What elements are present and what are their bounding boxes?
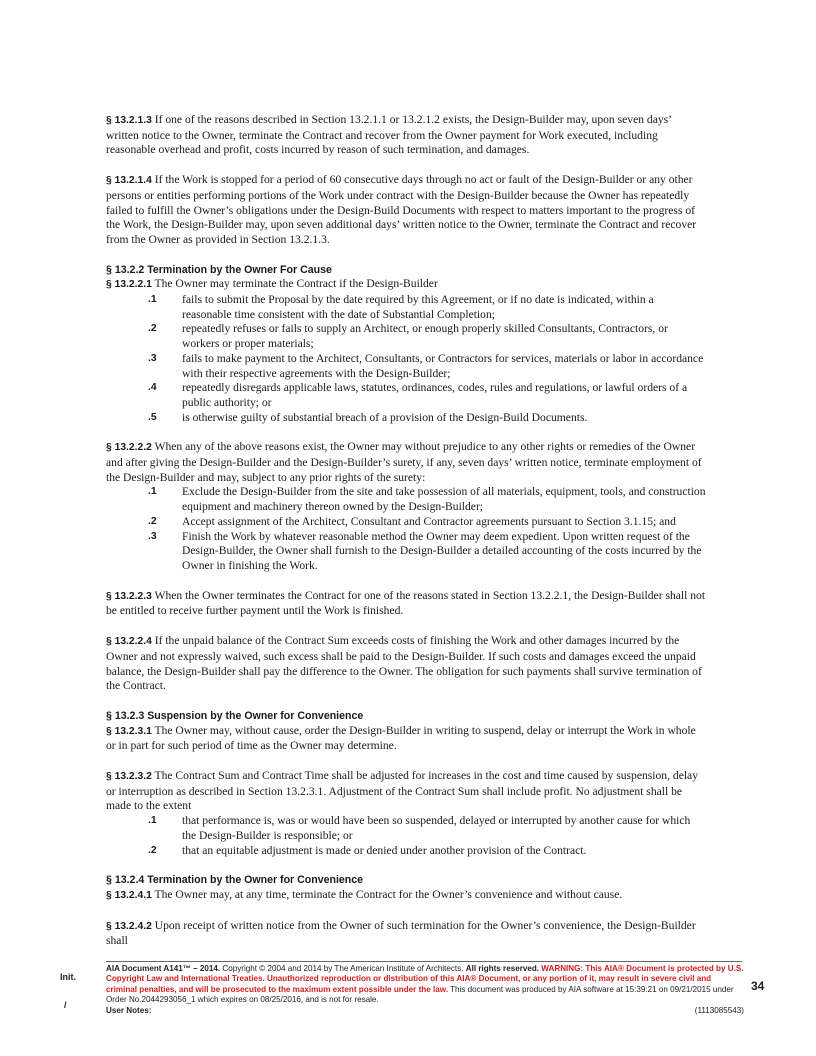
init-slash: / (64, 1000, 67, 1010)
paragraph-text: Upon receipt of written notice from the Owner of such termination for the Owner’s convenience, the Design-Builder shall (106, 918, 696, 948)
section-heading-13-2-2: § 13.2.2 Termination by the Owner For Cause (106, 263, 332, 276)
section-number: § 13.2.4.1 (106, 889, 152, 901)
paragraph-text: When any of the above reasons exist, the Owner may without prejudice to any other rights or remedies of the Owner and after giving the Design-Builder and the Design-Builder’s surety, if any, seven days’ written notice, terminate employment of the Design-Builder and may, subject to any prior rights of the surety: (106, 440, 702, 484)
list-item (106, 844, 706, 859)
list-item-text: that performance is, was or would have been so suspended, delayed or interrupted by another cause for which the Design-Builder is responsible; or (182, 814, 691, 842)
production-text: This document was produced by AIA software at 15:39:21 on 09/21/2015 under Order No.2044293056_1 which expires on 08/25/2016, and is not for resale. (106, 984, 734, 1005)
list-item (106, 293, 706, 322)
section-number: § 13.2.3.1 (106, 725, 152, 737)
list-item-text: fails to make payment to the Architect, Consultants, or Contractors for services, materials or labor in accordance with their respective agreements with the Design-Builder; (182, 351, 704, 380)
list-13-2-3-2 (106, 814, 706, 858)
order-code: (1113085543) (694, 1005, 744, 1015)
paragraph-13-2-4-1 (106, 888, 706, 904)
list-item (106, 381, 706, 410)
list-item (106, 814, 706, 843)
section-number: § 13.2.4.2 (106, 920, 152, 932)
paragraph-13-2-3-1 (106, 724, 706, 754)
paragraph-text: When the Owner terminates the Contract for one of the reasons stated in Section 13.2.2.1, the Design-Builder shall not be entitled to receive further payment until the Work is finished. (106, 588, 706, 618)
section-heading-13-2-4: § 13.2.4 Termination by the Owner for Convenience (106, 874, 364, 887)
document-title: AIA Document A141™ – 2014. (106, 964, 221, 973)
list-item-number: .1 (148, 486, 157, 498)
list-item-number: .1 (148, 294, 157, 306)
paragraph-text: If the Work is stopped for a period of 60 consecutive days through no act or fault of the Design-Builder or any other persons or entities performing portions of the Work under contract with the Design-Builder because the Owner has repeatedly failed to fulfill the Owner’s obligations under the Design-Build Documents with respect to matters important to the progress of the Work, the Design-Builder may, upon seven additional days’ written notice to the Owner, terminate the Contract and recover from the Owner as provided in Section 13.2.1.3. (106, 173, 697, 246)
section-number: § 13.2.1.3 (106, 115, 152, 126)
warning-text: WARNING: This AIA® Document is protected by U.S. Copyright Law and International Treaties. Unauthorized reproduction or distribution of this AIA® Document, or any portion of it, may result in severe civil and criminal penalties, and will be prosecuted to the maximum extent possible under the law. (106, 964, 744, 994)
list-item-number: .2 (148, 515, 157, 527)
section-number: § 13.2.2.1 (106, 279, 152, 291)
list-item-number: .3 (148, 530, 157, 542)
list-item-number: .2 (148, 323, 157, 335)
list-item-number: .5 (148, 411, 157, 423)
list-item-text: repeatedly disregards applicable laws, statutes, ordinances, codes, rules and regulations, or lawful orders of a public authority; or (182, 381, 688, 409)
list-item-text: is otherwise guilty of substantial breach of a provision of the Design-Build Documents. (182, 410, 588, 424)
section-number: § 13.2.3.2 (106, 771, 152, 783)
list-item-number: .4 (148, 382, 157, 394)
paragraph-13-2-2-2 (106, 440, 706, 485)
copyright-text: Copyright © 2004 and 2014 by The American Institute of Architects. (220, 964, 466, 973)
paragraph-text: The Owner may, without cause, order the Design-Builder in writing to suspend, delay or interrupt the Work in whole or in part for such period of time as the Owner may determine. (106, 723, 696, 753)
list-item (106, 485, 706, 514)
page-number: 34 (751, 979, 765, 993)
list-item-text: fails to submit the Proposal by the date required by this Agreement, or if no date is indicated, within a reasonable time consistent with the date of Substantial Completion; (182, 293, 654, 321)
list-item (106, 352, 706, 381)
page-footer (0, 960, 816, 1030)
list-item-number: .1 (148, 815, 157, 827)
section-number: § 13.2.2.2 (106, 442, 152, 454)
copyright-notice (106, 964, 744, 1016)
list-item-number: .2 (148, 844, 157, 856)
init-label: Init. (60, 972, 76, 982)
paragraph-13-2-2-4 (106, 634, 706, 694)
rights-text: All rights reserved. (465, 964, 540, 973)
list-item-text: Exclude the Design-Builder from the site and take possession of all materials, equipment, tools, and construction equipment and machinery thereon owned by the Design-Builder; (182, 485, 706, 514)
list-item (106, 411, 706, 426)
paragraph-13-2-2-1 (106, 277, 706, 293)
paragraph-13-2-3-2 (106, 769, 706, 814)
paragraph-13-2-1-4 (106, 173, 706, 248)
paragraph-text: If one of the reasons described in Section 13.2.1.1 or 13.2.1.2 exists, the Design-Builder may, upon seven days’ written notice to the Owner, terminate the Contract and recover from the Owner payment for Work executed, including reasonable overhead and profit, costs incurred by reason of such termination, and damages. (106, 113, 672, 157)
paragraph-text: The Owner may terminate the Contract if the Design-Builder (151, 277, 438, 291)
paragraph-text: The Owner may, at any time, terminate the Contract for the Owner’s convenience and without cause. (151, 887, 623, 901)
list-item-text: that an equitable adjustment is made or denied under another provision of the Contract. (182, 843, 587, 857)
paragraph-13-2-1-3 (106, 113, 706, 158)
paragraph-text: If the unpaid balance of the Contract Sum exceeds costs of finishing the Work and other damages incurred by the Owner and not expressly waived, such excess shall be paid to the Design-Builder. If such costs and damages exceed the unpaid balance, the Design-Builder shall pay the difference to the Owner. The obligation for such payments shall survive termination of the Contract. (106, 634, 702, 693)
list-item-text: Accept assignment of the Architect, Consultant and Contractor agreements pursuant to Section 3.1.15; and (182, 514, 676, 528)
section-heading-13-2-3: § 13.2.3 Suspension by the Owner for Convenience (106, 709, 364, 722)
list-item-number: .3 (148, 352, 157, 364)
section-number: § 13.2.2.3 (106, 590, 152, 602)
page-body (106, 113, 706, 949)
paragraph-13-2-4-2 (106, 919, 706, 949)
list-item (106, 322, 706, 351)
list-item-text: repeatedly refuses or fails to supply an Architect, or enough properly skilled Consultants, Contractors, or workers or proper materials; (182, 322, 668, 351)
footer-divider (106, 961, 742, 962)
user-notes-label: User Notes: (106, 1005, 152, 1015)
list-13-2-2-1 (106, 293, 706, 425)
paragraph-13-2-2-3 (106, 589, 706, 619)
list-item-text: Finish the Work by whatever reasonable method the Owner may deem expedient. Upon written request of the Design-Builder, the Owner shall furnish to the Design-Builder a detailed accounting of the costs incurred by the Owner in finishing the Work. (182, 529, 702, 572)
list-13-2-2-2 (106, 485, 706, 573)
list-item (106, 515, 706, 530)
section-number: § 13.2.2.4 (106, 636, 152, 648)
paragraph-text: The Contract Sum and Contract Time shall be adjusted for increases in the cost and time caused by suspension, delay or interruption as described in Section 13.2.3.1. Adjustment of the Contract Sum shall include profit. No adjustment shall be made to the extent (106, 769, 699, 813)
list-item (106, 530, 706, 574)
section-number: § 13.2.1.4 (106, 175, 152, 187)
